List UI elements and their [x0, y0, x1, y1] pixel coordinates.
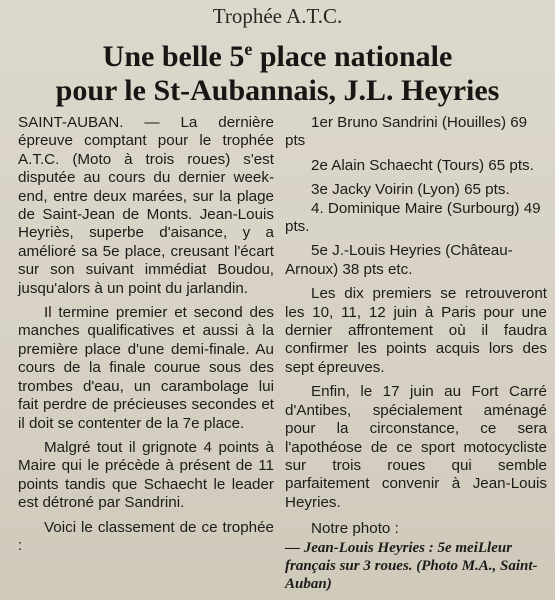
ranking-item: 5e J.-Louis Heyries (Château-Arnoux) 38 pts etc. [285, 242, 513, 278]
ranking-item: 1er Bruno Sandrini (Houilles) 69 pts [285, 114, 528, 150]
left-column [18, 114, 274, 555]
ranking-item: 2e Alain Schaecht (Tours) 65 pts. [311, 156, 534, 174]
paragraph-lead: SAINT-AUBAN. — La dernière épreuve comptant pour le trophée A.T.C. (Moto à trois roues) s'est disputée au cours du dernier week-end, entre deux marées, sur la plage de Saint-Jean de Monts. Jean-Louis Heyriès, superbe d'aisance, y a amélioré sa 5e place, creusant l'écart sur son suivant immédiat Boudou, jusqu'alors à un point du jarlandin. [18, 114, 274, 297]
paragraph-ranking-intro: Voici le classement de ce trophée : [18, 518, 274, 554]
paragraph-antibes: Enfin, le 17 juin au Fort Carré d'Antibes, spécialement aménagé pour la circonstance, ce sera l'apothéose de ce sport motocycliste sur trois roues qui semble parfaitement convenir à Jean-Louis Heyries. [285, 383, 547, 511]
right-column [285, 114, 547, 593]
headline-line-1 [0, 32, 555, 74]
photo-caption: — Jean-Louis Heyries : 5e meiLleur français sur 3 roues. (Photo M.A., Saint-Auban) [285, 539, 538, 592]
headline-superscript: e [244, 39, 253, 59]
photo-caption-block [285, 520, 547, 592]
headline-part-1: Une belle 5 [102, 40, 245, 73]
headline [0, 32, 555, 108]
ranking-list [285, 114, 547, 279]
paragraph-race: Il termine premier et second des manches qualificatives et aussi à la première place d'une demi-finale. Au cours de la finale courue sous des trombes d'eau, un carambolage lui fait perdre de précieuses secondes et il doit se contenter de la 7e place. [18, 304, 274, 432]
photo-label: Notre photo : [311, 520, 399, 538]
kicker: Trophée A.T.C. [212, 4, 343, 28]
paragraph-finals: Les dix premiers se retrouveront les 10, 11, 12 juin à Paris pour une dernier affrontement où il faudra confirmer les points acquis lors des sept épreuves. [285, 285, 547, 376]
ranking-item: 4. Dominique Maire (Surbourg) 49 pts. [285, 199, 541, 236]
ranking-item: 3e Jacky Voirin (Lyon) 65 pts. [311, 181, 510, 199]
headline-part-2: place nationale [252, 40, 453, 73]
paragraph-points: Malgré tout il grignote 4 points à Maire qui le précède à présent de 11 points tandis que Schaecht le leader est détroné par Sandrini. [18, 438, 274, 512]
headline-line-2: pour le St-Aubannais, J.L. Heyries [55, 74, 500, 107]
